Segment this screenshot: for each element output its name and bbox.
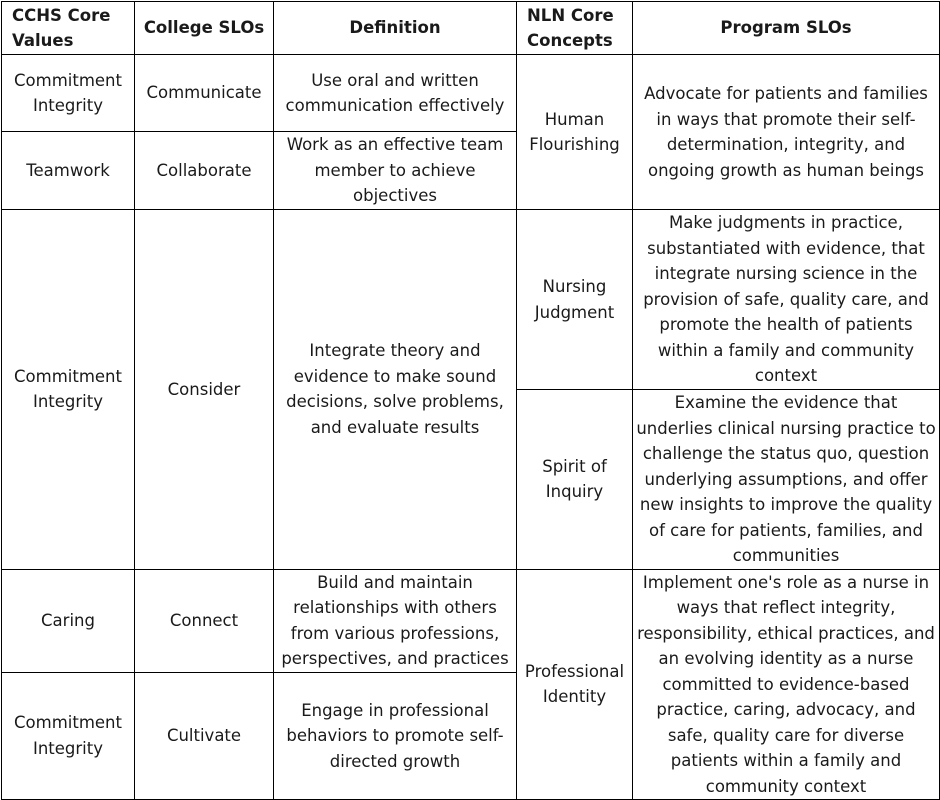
table-row xyxy=(2,55,940,132)
definition-cell: Build and maintain relationships with others from various professions, perspectives, and practices xyxy=(274,569,517,672)
definition-cell: Engage in professional behaviors to promote self-directed growth xyxy=(274,672,517,799)
table-row xyxy=(2,569,940,672)
program-slo-cell: Make judgments in practice, substantiated with evidence, that integrate nursing science in the provision of safe, quality care, and promote the health of patients within a family and community context xyxy=(633,210,940,390)
college-slo-cell: Collaborate xyxy=(135,132,274,210)
definition-cell: Integrate theory and evidence to make sound decisions, solve problems, and evaluate results xyxy=(274,210,517,570)
college-slo-cell: Cultivate xyxy=(135,672,274,799)
core-value-cell: Commitment Integrity xyxy=(2,210,135,570)
header-nln-concepts: NLN Core Concepts xyxy=(517,2,633,55)
nln-concept-cell: Spirit of Inquiry xyxy=(517,390,633,570)
header-definition: Definition xyxy=(274,2,517,55)
core-value-cell: Teamwork xyxy=(2,132,135,210)
core-value-cell: Commitment Integrity xyxy=(2,55,135,132)
college-slo-cell: Communicate xyxy=(135,55,274,132)
nln-concept-cell: Nursing Judgment xyxy=(517,210,633,390)
college-slo-cell: Consider xyxy=(135,210,274,570)
nln-concept-cell: Human Flourishing xyxy=(517,55,633,210)
slo-mapping-table xyxy=(1,1,940,800)
definition-cell: Work as an effective team member to achieve objectives xyxy=(274,132,517,210)
header-core-values: CCHS Core Values xyxy=(2,2,135,55)
header-program-slos: Program SLOs xyxy=(633,2,940,55)
table-row xyxy=(2,210,940,390)
definition-cell: Use oral and written communication effectively xyxy=(274,55,517,132)
nln-concept-cell: Professional Identity xyxy=(517,569,633,800)
program-slo-cell: Examine the evidence that underlies clinical nursing practice to challenge the status quo, question underlying assumptions, and offer new insights to improve the quality of care for patients, families, and communities xyxy=(633,390,940,570)
core-value-cell: Commitment Integrity xyxy=(2,672,135,799)
college-slo-cell: Connect xyxy=(135,569,274,672)
header-row xyxy=(2,2,940,55)
program-slo-cell: Advocate for patients and families in ways that promote their self-determination, integrity, and ongoing growth as human beings xyxy=(633,55,940,210)
program-slo-cell: Implement one's role as a nurse in ways that reflect integrity, responsibility, ethical practices, and an evolving identity as a nurse committed to evidence-based practice, caring, advocacy, and safe, quality care for diverse patients within a family and community context xyxy=(633,569,940,800)
header-college-slos: College SLOs xyxy=(135,2,274,55)
core-value-cell: Caring xyxy=(2,569,135,672)
